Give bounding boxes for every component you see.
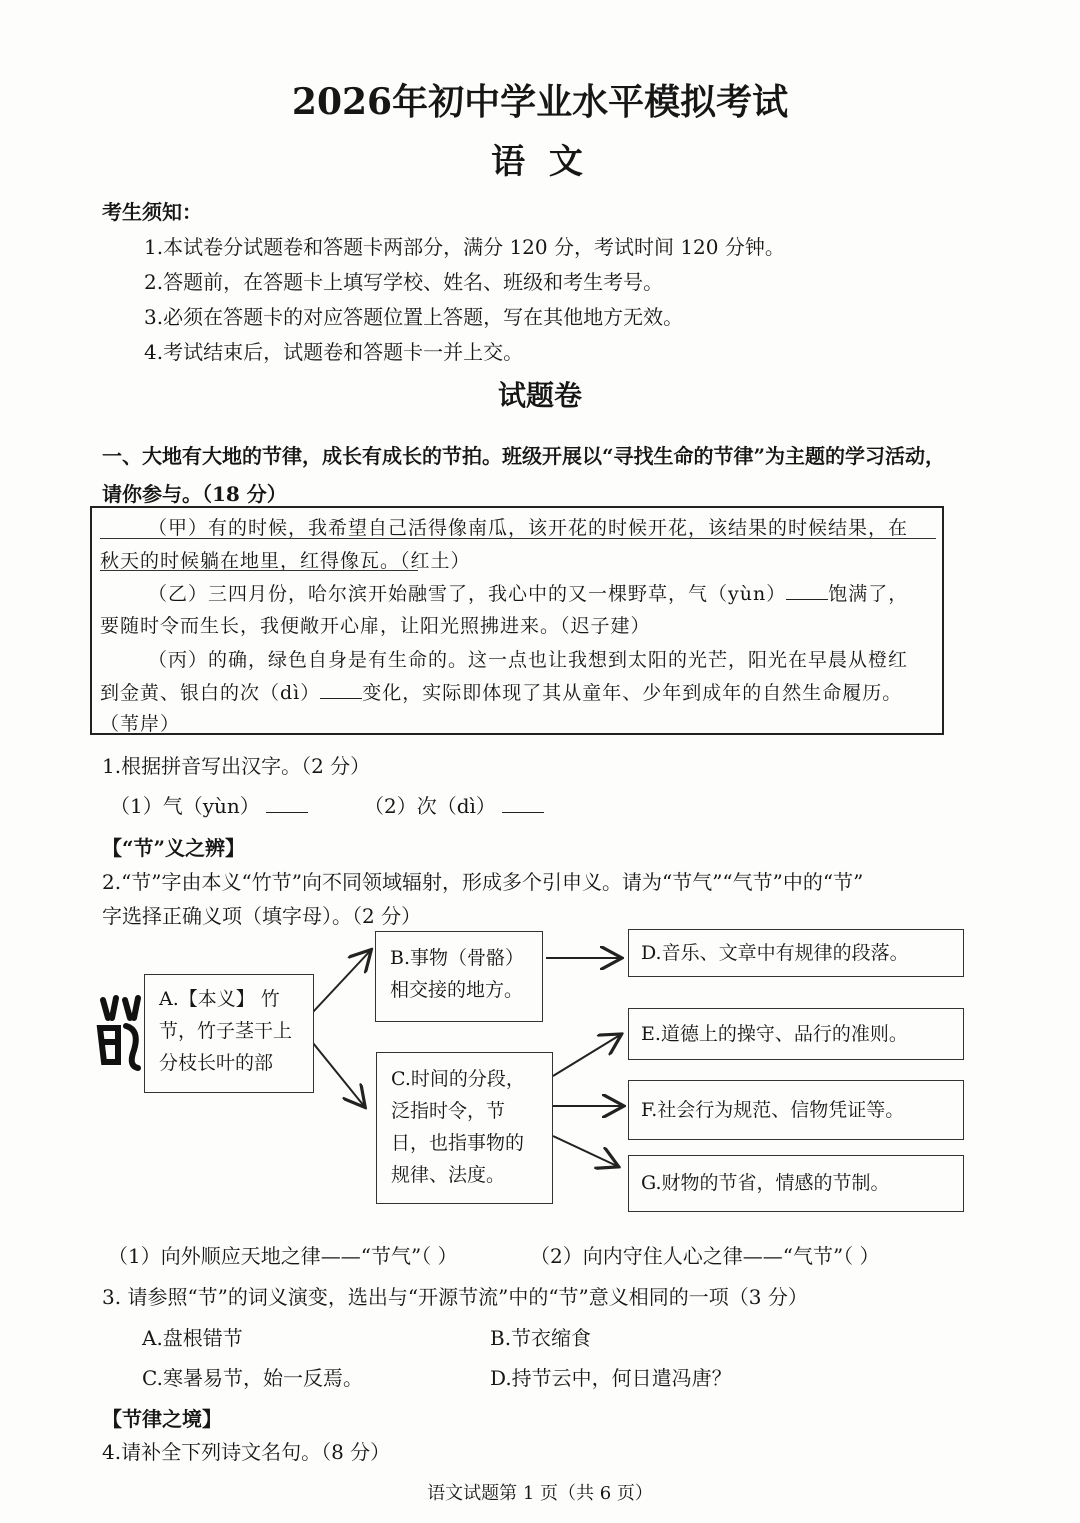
q2-answer-1[interactable]: （1）向外顺应天地之律——“节气”（ ） <box>108 1244 458 1268</box>
meaning-box-b <box>375 931 543 1022</box>
box-a-line: A.【本义】 竹 <box>159 988 280 1010</box>
box-c-line: 日，也指事物的 <box>391 1132 525 1154</box>
box-c-line: 泛指时令，节 <box>391 1100 506 1122</box>
q3-stem: 3. 请参照“节”的词义演变，选出与“开源节流”中的“节”意义相同的一项（3 分） <box>102 1285 808 1309</box>
passage-yi-text: （乙）三四月份，哈尔滨开始融雪了，我心中的又一棵野草，气（yùn） <box>148 583 787 605</box>
q2-stem-line2: 字选择正确义项（填字母）。（2 分） <box>102 904 422 928</box>
arrow-a-to-c <box>313 1043 364 1106</box>
meaning-box-e: E.道德上的操守、品行的准则。 <box>628 1008 964 1060</box>
box-b-line: 相交接的地方。 <box>390 979 524 1001</box>
meaning-box-d: D.音乐、文章中有规律的段落。 <box>628 929 964 977</box>
subsection-title-2: 【节律之境】 <box>102 1407 222 1431</box>
arrow-a-to-b <box>313 951 370 1012</box>
ancient-jie-glyph <box>100 998 138 1068</box>
exam-title: 2026年初中学业水平模拟考试 <box>291 81 789 123</box>
subject-title: 语 文 <box>491 142 589 182</box>
passage-yi-line2: 要随时令而生长，我便敞开心扉，让阳光照拂进来。（迟子建） <box>100 615 651 637</box>
passage-yi-text-end: 饱满了， <box>828 583 909 605</box>
passage-bing-text: 到金黄、银白的次（dì） <box>100 682 321 704</box>
q1-item2-label: （2）次（dì） <box>364 794 496 818</box>
passage-bing-line1: （丙）的确，绿色自身是有生命的。这一点也让我想到太阳的光芒，阳光在早晨从橙红 <box>148 649 909 671</box>
box-a-line: 分枝长叶的部 <box>159 1052 274 1074</box>
passage-jia-line2: 秋天的时候躺在地里，红得像瓦。（红土） <box>100 550 471 572</box>
q3-option-b[interactable]: B.节衣缩食 <box>490 1326 592 1350</box>
box-a-line: 节，竹子茎干上 <box>159 1020 293 1042</box>
box-c-line: 规律、法度。 <box>391 1164 506 1186</box>
q2-stem-line1: 2.“节”字由本义“竹节”向不同领域辐射，形成多个引申义。请为“节气”“气节”中的“节” <box>102 870 864 894</box>
part1-intro-cont: 请你参与。（18 分） <box>102 482 287 506</box>
passage-jia-line1: （甲）有的时候，我希望自己活得像南瓜，该开花的时候开花，该结果的时候结果，在 <box>148 517 909 539</box>
subsection-title: 【“节”义之辨】 <box>102 836 246 860</box>
notice-heading: 考生须知： <box>102 200 202 224</box>
q3-option-c[interactable]: C.寒暑易节，始一反焉。 <box>142 1366 363 1390</box>
page-footer: 语文试题第 1 页（共 6 页） <box>427 1483 653 1504</box>
section-title: 试题卷 <box>497 379 582 412</box>
notice-item: 3.必须在答题卡的对应答题位置上答题，写在其他地方无效。 <box>144 305 684 329</box>
notice-item: 1.本试卷分试题卷和答题卡两部分，满分 120 分，考试时间 120 分钟。 <box>144 235 785 259</box>
q3-option-a[interactable]: A.盘根错节 <box>142 1326 243 1350</box>
passage-bing-text-end: 变化，实际即体现了其从童年、少年到成年的自然生命履历。 <box>362 682 903 704</box>
box-c-line: C.时间的分段， <box>391 1068 525 1090</box>
arrow-c-to-e <box>553 1035 620 1076</box>
q3-option-d[interactable]: D.持节云中，何日遣冯唐？ <box>490 1366 732 1390</box>
notice-item: 4.考试结束后，试题卷和答题卡一并上交。 <box>144 340 524 364</box>
arrow-c-to-g <box>553 1136 617 1166</box>
passage-bing-line3: （苇岸） <box>100 713 181 735</box>
q4-stem: 4.请补全下列诗文名句。（8 分） <box>102 1440 391 1464</box>
box-b-line: B.事物（骨骼） <box>390 947 525 969</box>
meaning-box-g: G.财物的节省，情感的节制。 <box>628 1155 964 1212</box>
q2-answer-2[interactable]: （2）向内守住人心之律——“气节”（ ） <box>530 1244 880 1268</box>
q1-item1-label: （1）气（yùn） <box>110 794 260 818</box>
notice-item: 2.答题前，在答题卡上填写学校、姓名、班级和考生考号。 <box>144 270 664 294</box>
q1-stem: 1.根据拼音写出汉字。（2 分） <box>102 754 371 778</box>
meaning-box-c <box>376 1052 553 1204</box>
meaning-box-f: F.社会行为规范、信物凭证等。 <box>628 1080 964 1140</box>
part1-intro: 一、大地有大地的节律，成长有成长的节拍。班级开展以“寻找生命的节律”为主题的学习活动， <box>102 444 946 468</box>
meaning-box-a <box>144 974 314 1093</box>
